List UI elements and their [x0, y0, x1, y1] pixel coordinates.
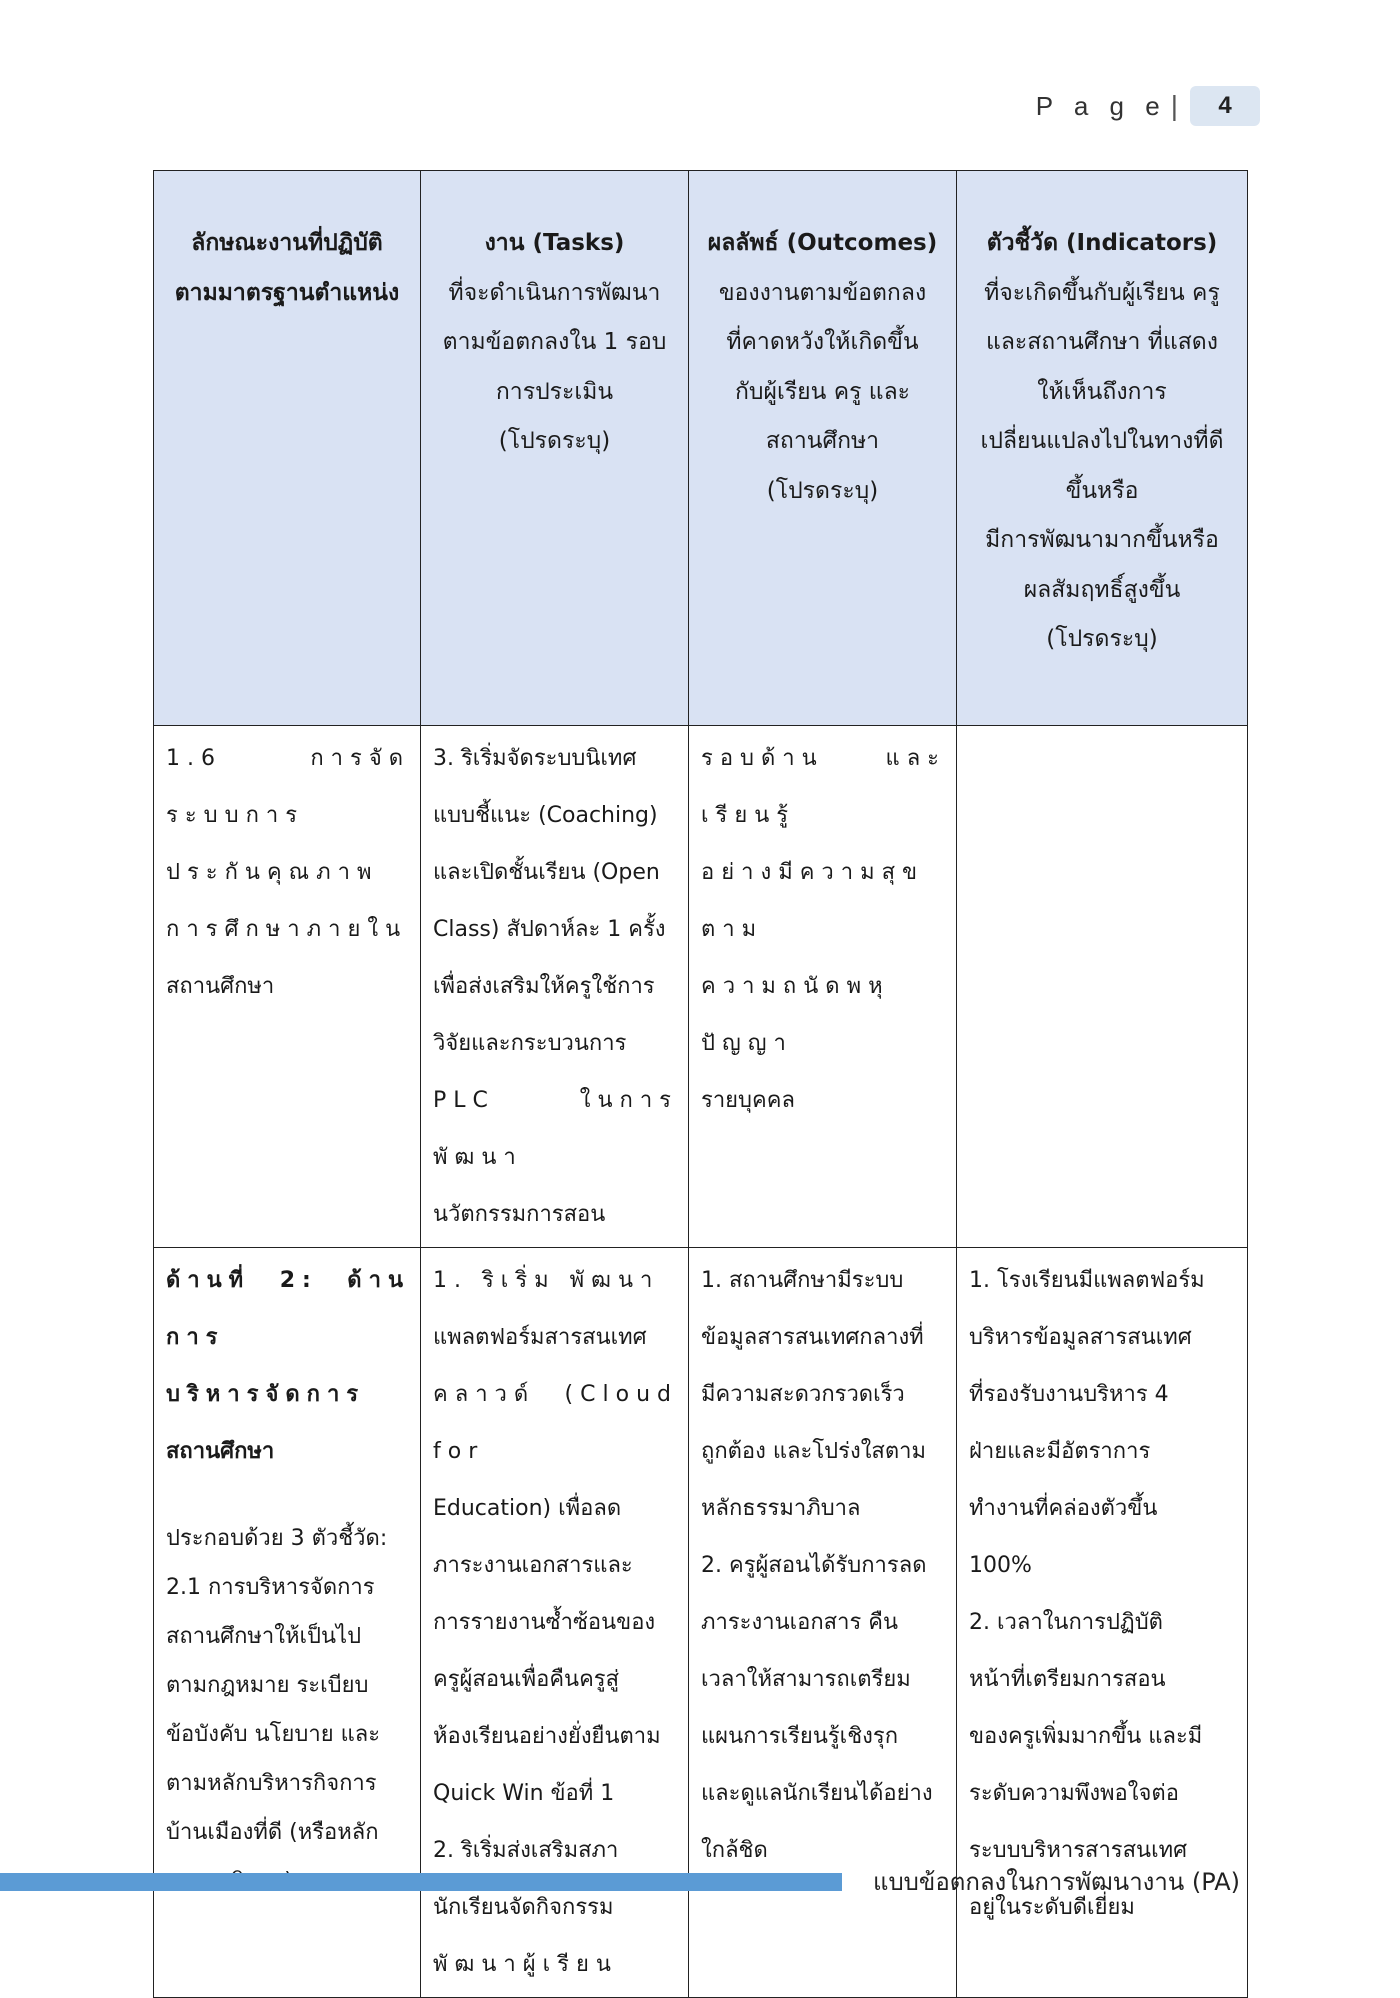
- cell-line: 100%: [969, 1553, 1032, 1578]
- cell-line: คลาวด์ (Cloud for: [433, 1382, 678, 1464]
- cell-line: หลักธรรมาภิบาล: [701, 1496, 861, 1521]
- section-heading: บริหารจัดการ: [166, 1382, 366, 1407]
- cell-line: ประกันคุณภาพ: [166, 860, 379, 885]
- pa-agreement-table: [153, 170, 1248, 1998]
- spacer: [166, 1480, 410, 1514]
- header-text: ที่จะดำเนินการพัฒนา: [448, 279, 661, 306]
- cell-line: ฝ่ายและมีอัตราการ: [969, 1439, 1151, 1464]
- cell-line: มีความสะดวกรวดเร็ว: [701, 1382, 905, 1407]
- cell-line: ความถนัดพหุปัญญา: [701, 974, 890, 1056]
- header-text: (โปรดระบุ): [1046, 626, 1158, 652]
- cell-line: ระบบบริหารสารสนเทศ: [969, 1838, 1188, 1863]
- cell-line: ข้อบังคับ นโยบาย และ: [166, 1722, 381, 1747]
- header-text: ตามข้อตกลงใน 1 รอบ: [442, 329, 667, 355]
- cell-line: 2.1 การบริหารจัดการ: [166, 1575, 375, 1600]
- cell-line: การศึกษาภายใน: [166, 917, 408, 942]
- header-cell-characteristics: [154, 171, 421, 726]
- cell-line: Education) เพื่อลด: [433, 1496, 622, 1521]
- header-text: สถานศึกษา: [765, 428, 880, 454]
- cell-line: เพื่อส่งเสริมให้ครูใช้การ: [433, 974, 655, 999]
- header-title: งาน (Tasks): [484, 230, 625, 256]
- cell-line: และเปิดชั้นเรียน (Open: [433, 860, 660, 885]
- cell-line: ตามกฎหมาย ระเบียบ: [166, 1673, 369, 1698]
- cell-line: 3. ริเริ่มจัดระบบนิเทศ: [433, 746, 637, 771]
- cell-line: ถูกต้อง และโปร่งใสตาม: [701, 1439, 927, 1464]
- header-text: ให้เห็นถึงการ: [1037, 378, 1167, 405]
- cell-line: ประกอบด้วย 3 ตัวชี้วัด:: [166, 1526, 388, 1551]
- header-cell-indicators: [957, 171, 1248, 726]
- footer-accent-bar: [0, 1873, 842, 1891]
- cell-line: ภาระงานเอกสาร คืน: [701, 1610, 899, 1635]
- cell-line: รอบด้าน และเรียนรู้: [701, 746, 946, 828]
- cell-line: พัฒนาผู้เรียน: [433, 1952, 618, 1977]
- cell-line: วิจัยและกระบวนการ: [433, 1031, 627, 1056]
- cell-line: ระดับความพึงพอใจต่อ: [969, 1781, 1179, 1806]
- cell-line: 2. ริเริ่มส่งเสริมสภา: [433, 1838, 619, 1863]
- cell-outcomes: [689, 726, 957, 1248]
- header-text: ขึ้นหรือ: [1065, 477, 1139, 504]
- cell-line: อย่างมีความสุขตาม: [701, 860, 925, 942]
- table-row: [154, 726, 1248, 1248]
- cell-line: 1. ริเริ่ม พัฒนา: [433, 1268, 660, 1293]
- cell-line: ภาระงานเอกสารและ: [433, 1553, 633, 1578]
- cell-line: Class) สัปดาห์ละ 1 ครั้ง: [433, 917, 666, 942]
- section-heading: ด้านที่ 2: ด้านการ: [166, 1268, 410, 1350]
- cell-line: นวัตกรรมการสอน: [433, 1202, 606, 1227]
- header-title: ผลลัพธ์ (Outcomes): [707, 230, 938, 256]
- header-text: เปลี่ยนแปลงไปในทางที่ดี: [980, 428, 1224, 454]
- cell-indicators: [957, 726, 1248, 1248]
- cell-line: หน้าที่เตรียมการสอน: [969, 1667, 1166, 1692]
- cell-line: และดูแลนักเรียนได้อย่าง: [701, 1781, 933, 1806]
- cell-line: สถานศึกษา: [166, 974, 275, 999]
- cell-characteristics: [154, 726, 421, 1248]
- header-text: และสถานศึกษา ที่แสดง: [986, 329, 1218, 355]
- cell-line: ข้อมูลสารสนเทศกลางที่: [701, 1325, 924, 1350]
- cell-line: ใกล้ชิด: [701, 1838, 768, 1863]
- page-label: P a g e: [1035, 90, 1167, 121]
- header-title: ตามมาตรฐานตำแหน่ง: [174, 279, 400, 306]
- cell-line: 2. ครูผู้สอนได้รับการลด: [701, 1553, 927, 1578]
- cell-line: แผนการเรียนรู้เชิงรุก: [701, 1724, 899, 1749]
- cell-line: PLC ในการพัฒนา: [433, 1088, 678, 1170]
- cell-line: การรายงานซ้ำซ้อนของ: [433, 1610, 656, 1635]
- cell-tasks: [421, 726, 689, 1248]
- cell-line: เวลาให้สามารถเตรียม: [701, 1667, 911, 1692]
- cell-line: ทำงานที่คล่องตัวขึ้น: [969, 1496, 1158, 1521]
- header-title: ตัวชี้วัด (Indicators): [986, 230, 1218, 256]
- header-cell-tasks: [421, 171, 689, 726]
- header-text: ของงานตามข้อตกลง: [718, 279, 927, 306]
- header-cell-outcomes: [689, 171, 957, 726]
- section-heading: สถานศึกษา: [166, 1439, 275, 1464]
- cell-line: 1. โรงเรียนมีแพลตฟอร์ม: [969, 1268, 1205, 1293]
- cell-line: บริหารข้อมูลสารสนเทศ: [969, 1325, 1192, 1350]
- cell-line: 2. เวลาในการปฏิบัติ: [969, 1610, 1163, 1635]
- header-text: มีการพัฒนามากขึ้นหรือ: [985, 527, 1219, 553]
- cell-line: ครูผู้สอนเพื่อคืนครูสู่: [433, 1667, 620, 1692]
- header-text: ที่จะเกิดขึ้นกับผู้เรียน ครู: [984, 279, 1220, 306]
- cell-line: อยู่ในระดับดีเยี่ยม: [969, 1895, 1135, 1920]
- header-text: ผลสัมฤทธิ์สูงขึ้น: [1023, 576, 1181, 603]
- cell-line: นักเรียนจัดกิจกรรม: [433, 1895, 614, 1920]
- cell-line: สถานศึกษาให้เป็นไป: [166, 1624, 362, 1649]
- cell-line: 1. สถานศึกษามีระบบ: [701, 1268, 904, 1293]
- page-separator: |: [1170, 90, 1178, 121]
- cell-line: แพลตฟอร์มสารสนเทศ: [433, 1325, 647, 1350]
- cell-line: รายบุคคล: [701, 1088, 795, 1113]
- table-header-row: [154, 171, 1248, 726]
- header-text: การประเมิน: [495, 378, 614, 405]
- cell-line: ตามหลักบริหารกิจการ: [166, 1771, 377, 1796]
- cell-line: 1.6 การจัดระบบการ: [166, 746, 410, 828]
- cell-line: แบบชี้แนะ (Coaching): [433, 803, 658, 828]
- header-text: กับผู้เรียน ครู และ: [734, 378, 911, 405]
- page-number-badge: 4: [1190, 86, 1260, 126]
- cell-line: บ้านเมืองที่ดี (หรือหลัก: [166, 1820, 379, 1845]
- header-text: (โปรดระบุ): [498, 428, 611, 454]
- header-title: ลักษณะงานที่ปฏิบัติ: [191, 230, 383, 256]
- cell-line: Quick Win ข้อที่ 1: [433, 1781, 615, 1806]
- cell-line: ห้องเรียนอย่างยั่งยืนตาม: [433, 1724, 661, 1749]
- page-header: [1036, 86, 1260, 126]
- header-text: ที่คาดหวังให้เกิดขึ้น: [726, 329, 919, 355]
- header-text: (โปรดระบุ): [766, 477, 879, 504]
- cell-line: ที่รองรับงานบริหาร 4: [969, 1382, 1169, 1407]
- cell-line: ของครูเพิ่มมากขึ้น และมี: [969, 1724, 1203, 1749]
- footer-document-title: แบบข้อตกลงในการพัฒนางาน (PA): [872, 1868, 1240, 1896]
